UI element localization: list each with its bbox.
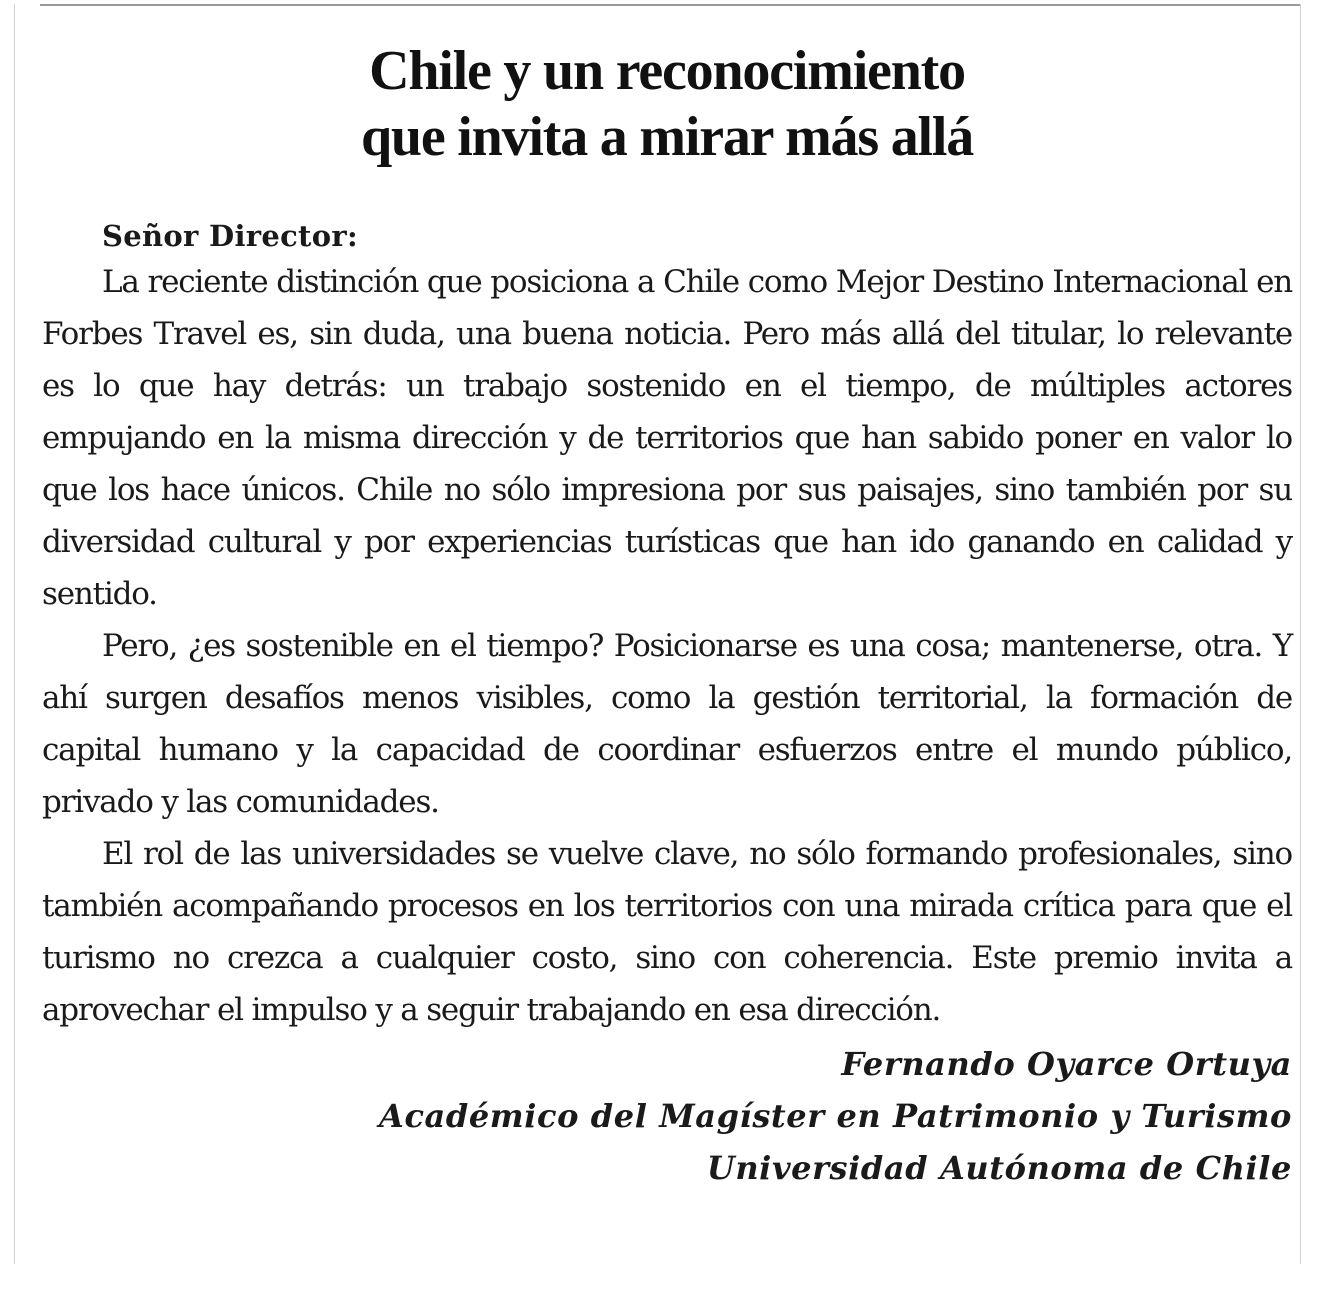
headline-line-1: Chile y un reconocimiento	[369, 40, 965, 102]
paragraph-1: La reciente distinción que posiciona a Chile como Mejor Destino Internacional en Forbes Travel es, sin duda, una buena noticia. Pero más allá del titular, lo relevante es lo que hay detrás: un trabajo sostenido en el tiempo, de múltiples actores empujando en la misma dirección y de territorios que han sabido poner en valor lo que los hace únicos. Chile no sólo impresiona por sus paisajes, sino también por su diversidad cultural y por experiencias turísticas que han ido ganando en calidad y sentido.	[42, 264, 1292, 612]
salutation: Señor Director:	[102, 219, 358, 253]
top-rule	[40, 4, 1300, 6]
headline	[42, 38, 1292, 170]
letter-body	[42, 256, 1292, 1036]
paragraph-2: Pero, ¿es sostenible en el tiempo? Posicionarse es una cosa; mantenerse, otra. Y ahí surgen desafíos menos visibles, como la gestión territorial, la formación de capital humano y la capacidad de coordinar esfuerzos entre el mundo público, privado y las comunidades.	[42, 628, 1292, 820]
author-institution: Universidad Autónoma de Chile	[706, 1149, 1292, 1187]
author-role: Académico del Magíster en Patrimonio y Turismo	[379, 1097, 1292, 1135]
right-column-rule	[1300, 4, 1301, 1264]
paragraph-3: El rol de las universidades se vuelve clave, no sólo formando profesionales, sino también acompañando procesos en los territorios con una mirada crítica para que el turismo no crezca a cualquier costo, sino con coherencia. Este premio invita a aprovechar el impulso y a seguir trabajando en esa dirección.	[42, 836, 1292, 1028]
signature-block	[42, 1038, 1292, 1194]
left-column-rule	[14, 4, 15, 1264]
letter-article	[42, 38, 1292, 1194]
author-name: Fernando Oyarce Ortuya	[841, 1045, 1292, 1083]
headline-line-2: que invita a mirar más allá	[360, 106, 974, 168]
